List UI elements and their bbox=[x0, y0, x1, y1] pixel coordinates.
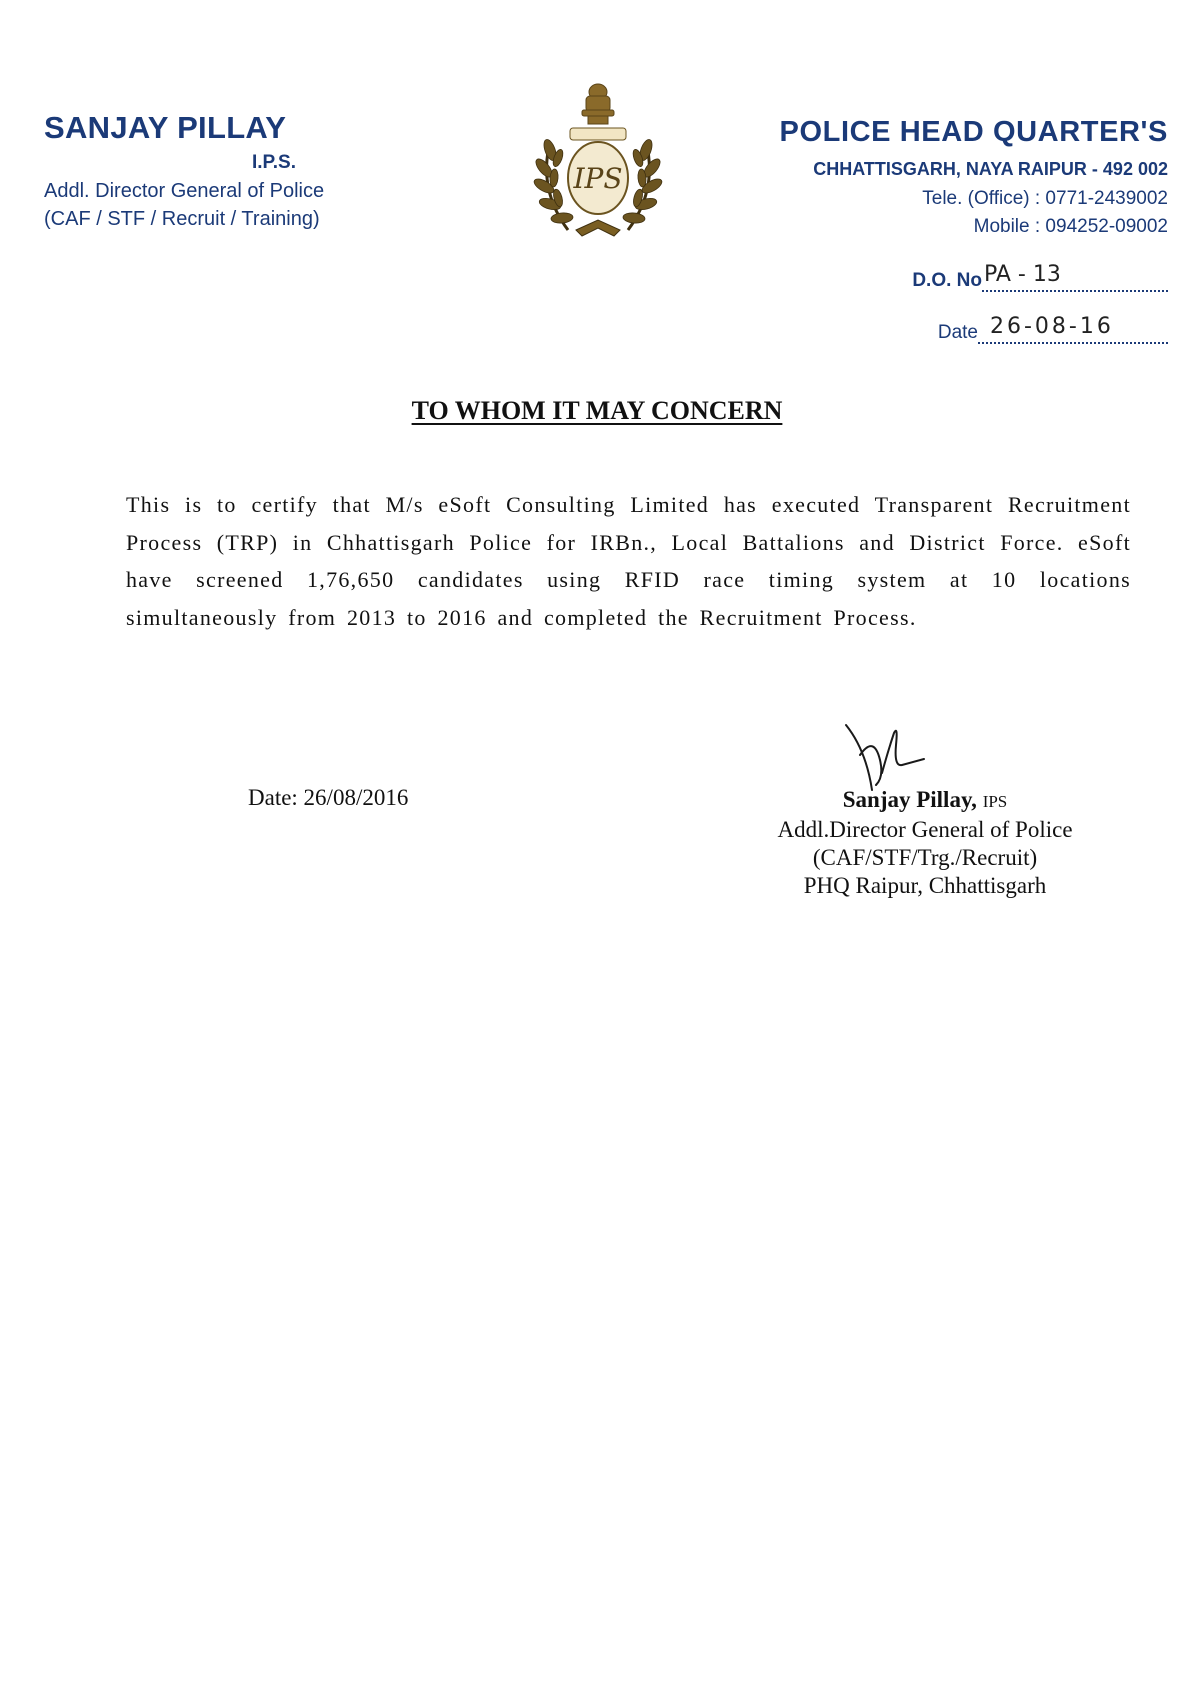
letterhead-name: SANJAY PILLAY bbox=[44, 110, 287, 145]
signatory-service: IPS bbox=[982, 792, 1008, 811]
office-address: CHHATTISGARH, NAYA RAIPUR - 492 002 bbox=[813, 159, 1168, 179]
emblem-monogram: IPS bbox=[573, 162, 623, 195]
signatory-departments: (CAF/STF/Trg./Recruit) bbox=[812, 845, 1038, 870]
reference-value: PA - 13 bbox=[982, 266, 1168, 292]
office-title: POLICE HEAD QUARTER'S bbox=[779, 116, 1168, 148]
letterhead-service: I.P.S. bbox=[252, 152, 297, 173]
ips-emblem-icon bbox=[528, 80, 668, 240]
letterhead-designation: Addl. Director General of Police bbox=[44, 180, 325, 202]
date-field-label: Date bbox=[937, 322, 978, 343]
date-field-value: 26-08-16 bbox=[978, 318, 1168, 344]
office-mobile: Mobile : 094252-09002 bbox=[973, 216, 1168, 237]
certificate-body: This is to certify that M/s eSoft Consulting Limited has executed Transparent Recruitment Process (TRP) in Chhattisgarh Police for IRBn., Local Battalions and District Force. eSoft have screened 1,76,650 candidates using RFID race timing system at 10 locations simultaneously from 2013 to 2016 and completed the Recruitment Process. bbox=[126, 492, 1131, 630]
signatory-designation: Addl.Director General of Police bbox=[777, 817, 1073, 842]
signatory-location: PHQ Raipur, Chhattisgarh bbox=[803, 873, 1047, 898]
document-heading bbox=[0, 396, 1194, 426]
issue-date: Date: 26/08/2016 bbox=[248, 785, 409, 810]
letterhead-departments: (CAF / STF / Recruit / Training) bbox=[44, 208, 320, 230]
heading-text: TO WHOM IT MAY CONCERN bbox=[411, 396, 783, 425]
signatory-name-line bbox=[700, 786, 1150, 816]
office-telephone: Tele. (Office) : 0771-2439002 bbox=[922, 188, 1168, 209]
signatory-block bbox=[700, 786, 1150, 900]
reference-label: D.O. No bbox=[912, 270, 982, 291]
reference-number-line bbox=[912, 262, 1168, 292]
signatory-name: Sanjay Pillay, bbox=[842, 787, 977, 812]
date-field-line bbox=[937, 314, 1168, 344]
signature-icon bbox=[836, 715, 956, 795]
